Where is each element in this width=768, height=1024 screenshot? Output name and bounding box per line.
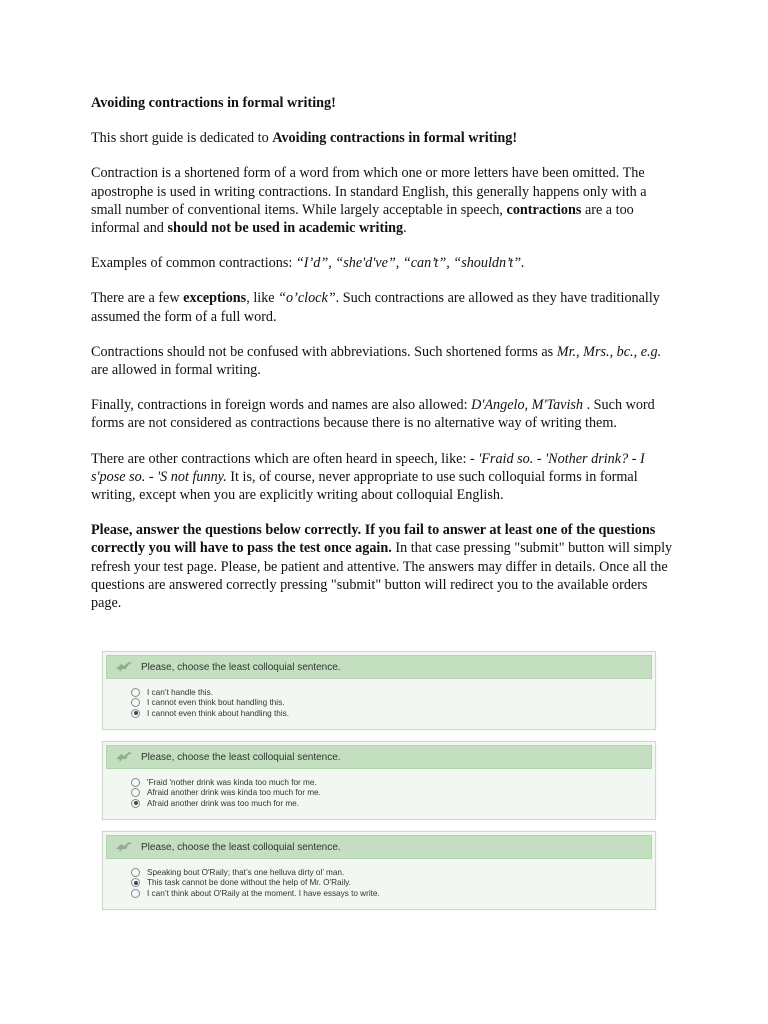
examples-paragraph: [91, 254, 676, 272]
bird-icon: [115, 750, 133, 764]
colloquial-italic-2: 'Nother drink?: [545, 450, 629, 467]
radio-button[interactable]: [131, 788, 140, 797]
colloquial-paragraph: [91, 450, 676, 505]
quiz-option[interactable]: [131, 798, 655, 809]
quiz-question: Please, choose the least colloquial sentence.: [141, 661, 341, 673]
radio-button[interactable]: [131, 778, 140, 787]
radio-button[interactable]: [131, 688, 140, 697]
radio-button-selected[interactable]: [131, 878, 140, 887]
abbreviations-text-2: are allowed in formal writing.: [91, 362, 261, 379]
definition-bold-2: should not be used in academic writing: [167, 220, 404, 237]
option-label: Afraid another drink was kinda too much for me.: [147, 788, 321, 798]
definition-text-2: are a too informal and: [91, 201, 634, 237]
exceptions-italic: “o’clock”: [278, 290, 336, 307]
quiz-options: [103, 679, 655, 729]
bird-icon: [115, 660, 133, 674]
examples-text: Examples of common contractions:: [91, 255, 296, 272]
quiz-option[interactable]: [131, 698, 655, 709]
colloquial-text-5: It is, of course, never appropriate to use such colloquial forms in formal writing, except when you are explicitly writing about colloquial English.: [91, 468, 638, 504]
definition-paragraph: [91, 164, 676, 237]
exceptions-text-3: . Such contractions are allowed as they have traditionally assumed the form of a full word.: [91, 290, 660, 325]
quiz-options: [103, 769, 655, 819]
quiz-option[interactable]: [131, 708, 655, 719]
abbreviations-italic: Mr., Mrs., bc., e.g.: [556, 343, 662, 360]
foreign-words-paragraph: [91, 396, 676, 432]
option-label: I can’t think about O'Raily at the moment. I have essays to write.: [147, 888, 380, 898]
option-label: I cannot even think bout handling this.: [147, 698, 285, 708]
quiz-header: [106, 835, 652, 859]
quiz-header: [106, 655, 652, 679]
quiz-box-3: [102, 831, 656, 910]
quiz-question: Please, choose the least colloquial sentence.: [141, 841, 341, 853]
document-content: [91, 94, 676, 612]
colloquial-text-2: -: [533, 450, 546, 467]
colloquial-italic-1: 'Fraid so.: [478, 450, 534, 467]
quiz-question: Please, choose the least colloquial sentence.: [141, 751, 341, 763]
option-label: I cannot even think about handling this.: [147, 708, 290, 718]
bird-icon: [115, 840, 133, 854]
quiz-options: [103, 859, 655, 909]
colloquial-text-4: -: [145, 468, 158, 485]
examples-italic: “I’d”, “she'd've”, “can’t”, “shouldn’t”.: [295, 255, 525, 272]
foreign-italic: D'Angelo, M'Tavish: [471, 397, 584, 414]
option-label: Afraid another drink was too much for me.: [147, 798, 299, 808]
radio-button[interactable]: [131, 889, 140, 898]
intro-text: This short guide is dedicated to: [91, 130, 273, 147]
radio-button-selected[interactable]: [131, 709, 140, 718]
abbreviations-paragraph: [91, 343, 676, 379]
radio-button-selected[interactable]: [131, 799, 140, 808]
exceptions-bold: exceptions: [183, 290, 247, 307]
quiz-box-2: [102, 741, 656, 820]
definition-text-1: Contraction is a shortened form of a word from which one or more letters have been omitted. The apostrophe is used in writing contractions. In standard English, this generally happens only with a small number of conventional items. While largely acceptable in speech,: [91, 165, 647, 218]
quiz-box-1: [102, 651, 656, 730]
intro-paragraph: [91, 129, 676, 147]
colloquial-italic-4: 'S not funny.: [157, 468, 227, 485]
foreign-text-2: . Such word forms are not considered as contractions because there is no alternative way of writing them.: [91, 397, 655, 432]
quiz-option[interactable]: [131, 788, 655, 799]
radio-button[interactable]: [131, 698, 140, 707]
instructions-paragraph: [91, 521, 676, 612]
instructions-text: In that case pressing "submit" button will simply refresh your test page. Please, be patient and attentive. The answers may differ in details. Once all the questions are answered correctly pressing "submit" button will redirect you to the available orders page.: [91, 540, 673, 612]
option-label: 'Fraid 'nother drink was kinda too much for me.: [147, 777, 317, 787]
abbreviations-text-1: Contractions should not be confused with abbreviations. Such shortened forms as: [91, 343, 557, 360]
radio-button[interactable]: [131, 868, 140, 877]
exceptions-text-1: There are a few: [91, 290, 184, 307]
colloquial-text-1: There are other contractions which are often heard in speech, like: -: [91, 450, 479, 467]
instructions-bold: Please, answer the questions below correctly. If you fail to answer at least one of the questions correctly you will have to pass the test once again.: [91, 522, 656, 557]
definition-bold-1: contractions: [506, 201, 582, 218]
option-label: I can’t handle this.: [147, 687, 213, 697]
quiz-option[interactable]: [131, 867, 655, 878]
intro-bold: Avoiding contractions in formal writing!: [272, 130, 518, 147]
colloquial-italic-3: I s'pose so.: [91, 450, 645, 485]
quiz-header: [106, 745, 652, 769]
exceptions-text-2: , like: [246, 290, 279, 307]
quiz-option[interactable]: [131, 687, 655, 698]
colloquial-text-3: -: [628, 450, 640, 467]
exceptions-paragraph: [91, 289, 676, 325]
option-label: Speaking bout O'Raily; that’s one helluva dirty ol’ man.: [147, 867, 345, 877]
quiz-option[interactable]: [131, 888, 655, 899]
quiz-option[interactable]: [131, 777, 655, 788]
definition-text-3: .: [403, 220, 407, 237]
document-title: Avoiding contractions in formal writing!: [91, 95, 336, 111]
option-label: This task cannot be done without the help of Mr. O'Raily.: [147, 878, 351, 888]
quiz-option[interactable]: [131, 878, 655, 889]
foreign-text-1: Finally, contractions in foreign words and names are also allowed:: [91, 397, 472, 414]
